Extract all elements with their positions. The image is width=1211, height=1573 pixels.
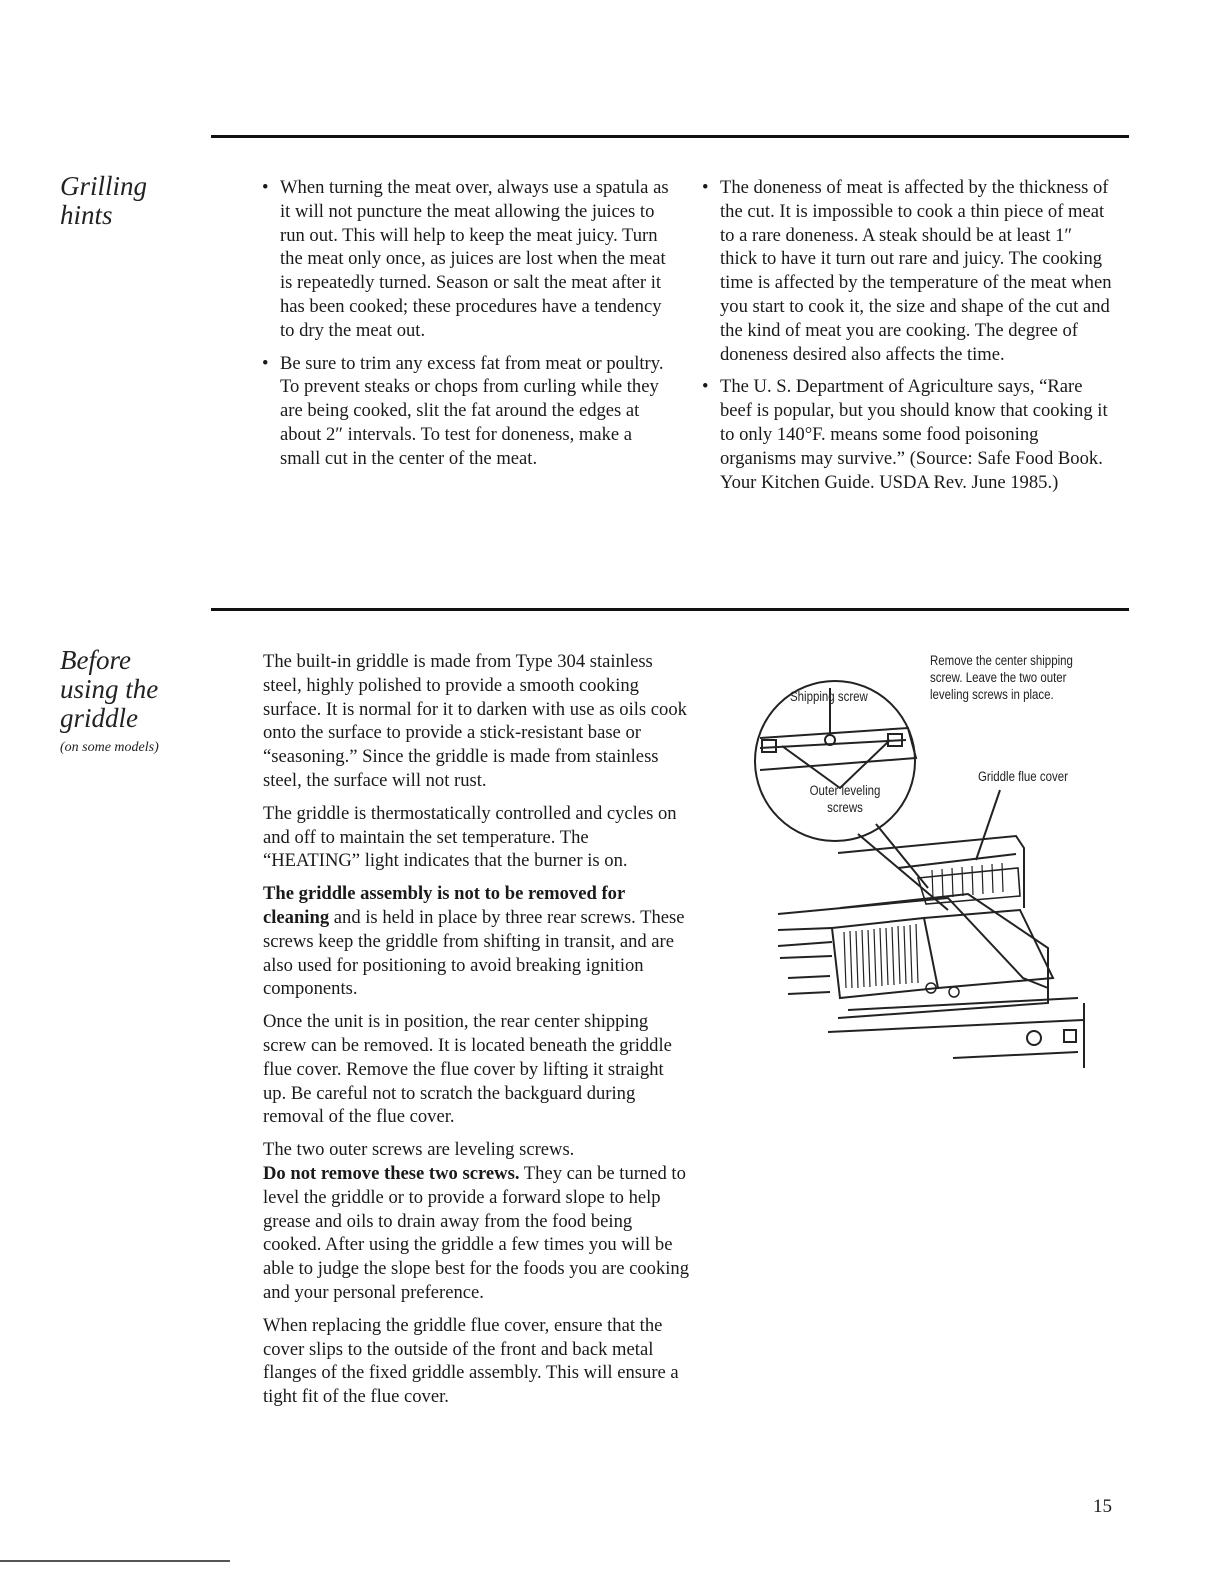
grilling-bullet-1: • When turning the meat over, always use a spatula as it will not puncture the meat allowing the juices to run out. This will help to keep the meat juicy. Turn the meat only once, as juices are lost when the meat is repeatedly turned. Season or salt the meat after it has been cooked; these procedures have a tendency to dry the meat out. — [262, 176, 674, 343]
grilling-title-line1: Grilling — [60, 171, 148, 201]
top-rule — [211, 135, 1129, 138]
grilling-bullet-3: • The doneness of meat is affected by the thickness of the cut. It is impossible to cook a thin piece of meat to a rare doneness. A steak should be at least 1″ thick to have it turn out rare and juicy. The cooking time is affected by the temperature of the meat when you start to cook it, the size and shape of the cut and the kind of meat you are cooking. The degree of doneness desired also affects the time. — [702, 176, 1112, 366]
remove-note-line1: Remove the center shipping — [930, 653, 1073, 668]
scan-artifact-line — [0, 1560, 230, 1562]
outer-leveling-label — [794, 782, 896, 816]
griddle-paragraph-5-rest: They can be turned to level the griddle or to provide a forward slope to help grease and oils to drain away from the food being cooked. After using the griddle a few times you will be able to judge the slope best for the foods you are cooking and your personal preference. — [263, 1162, 689, 1303]
griddle-illustration — [748, 648, 1128, 1088]
grilling-title-line2: hints — [60, 200, 113, 230]
griddle-paragraph-4: Once the unit is in position, the rear center shipping screw can be removed. It is located beneath the griddle flue cover. Remove the flue cover by lifting it straight up. Be careful not to scratch the backguard during removal of the flue cover. — [263, 1011, 672, 1128]
shipping-screw-label: Shipping screw — [790, 689, 868, 704]
griddle-title-line2: using the — [60, 674, 159, 704]
remove-note-line2: screw. Leave the two outer — [930, 670, 1067, 685]
griddle-paragraph-3 — [263, 882, 689, 1001]
outer-leveling-line2: screws — [827, 800, 863, 815]
grilling-bullet-4: • The U. S. Department of Agriculture says, “Rare beef is popular, but you should know that cooking it to only 140°F. means some food poisoning organisms may survive.” (Source: Safe Food Book. Your Kitchen Guide. USDA Rev. June 1985.) — [702, 375, 1112, 494]
magnifier-circle — [755, 681, 915, 841]
griddle-title-line1: Before — [60, 645, 131, 675]
griddle-paragraph-1: The built-in griddle is made from Type 304 stainless steel, highly polished to provide a smooth cooking surface. It is normal for it to darken with use as oils cook onto the surface to provide a stick-resistant base or “seasoning.” Since the griddle is made from stainless steel, the surface will not rust. — [263, 651, 687, 791]
griddle-text-column — [263, 650, 689, 1418]
griddle-paragraph-5-line1: The two outer screws are leveling screws. — [263, 1139, 575, 1161]
griddle-do-not-remove-bold: Do not remove these two screws. — [263, 1162, 520, 1184]
remove-note-line3: leveling screws in place. — [930, 687, 1054, 702]
middle-rule — [211, 608, 1129, 611]
griddle-paragraph-6: When replacing the griddle flue cover, ensure that the cover slips to the outside of the front and back metal flanges of the fixed griddle assembly. This will ensure a tight fit of the flue cover. — [263, 1314, 679, 1408]
griddle-paragraph-2: The griddle is thermostatically controlled and cycles on and off to maintain the set temperature. The “HEATING” light indicates that the burner is on. — [263, 802, 677, 872]
grilling-right-column — [702, 176, 1112, 503]
grilling-left-column — [262, 176, 674, 480]
grilling-bullet-2: • Be sure to trim any excess fat from meat or poultry. To prevent steaks or chops from curling while they are being cooked, slit the fat around the edges at about 2″ intervals. To test for doneness, make a small cut in the center of the meat. — [262, 352, 674, 471]
remove-note-label — [930, 652, 1073, 703]
griddle-heading — [60, 646, 159, 757]
outer-leveling-line1: Outer leveling — [809, 783, 881, 798]
page-number: 15 — [1093, 1496, 1112, 1517]
griddle-diagram — [748, 648, 1128, 1088]
griddle-warning-bold: The griddle assembly is not to be removed for cleaning — [263, 883, 625, 928]
griddle-flue-cover-label: Griddle flue cover — [978, 769, 1068, 784]
griddle-paragraph-5 — [263, 1138, 689, 1305]
griddle-paragraph-3-rest: and is held in place by three rear screws. These screws keep the griddle from shifting in transit, and are also used for positioning to avoid breaking ignition components. — [263, 906, 685, 1000]
griddle-title-line3: griddle — [60, 703, 138, 733]
grilling-hints-heading — [60, 172, 147, 230]
griddle-subtitle: (on some models) — [60, 740, 159, 755]
